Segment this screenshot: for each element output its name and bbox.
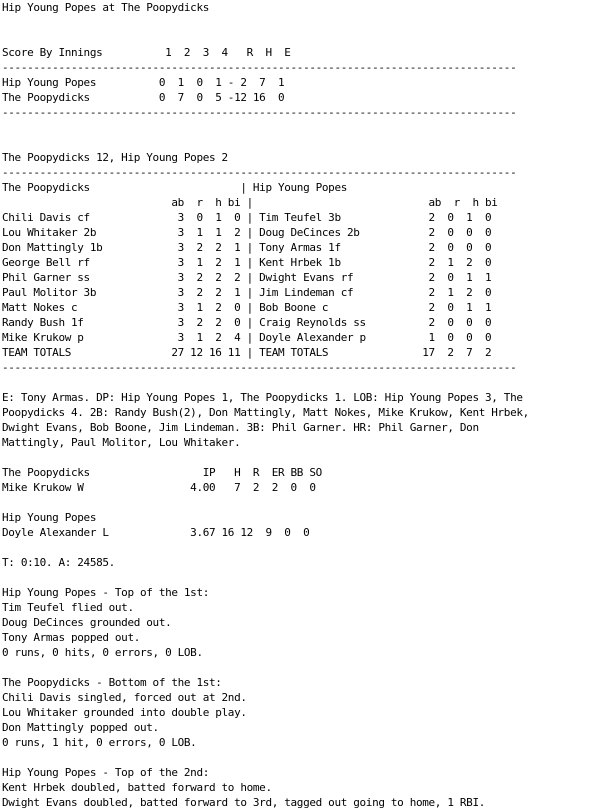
- inning-summary: 0 runs, 0 hits, 0 errors, 0 LOB.: [2, 646, 203, 659]
- play-line: Tim Teufel flied out.: [2, 601, 134, 614]
- batting-row: Chili Davis cf 3 0 1 0 | Tim Teufel 3b 2 0 1 0: [2, 211, 492, 224]
- batting-team-headers: The Poopydicks | Hip Young Popes: [2, 181, 347, 194]
- blank-line: [2, 30, 611, 45]
- game-notes: E: Tony Armas. DP: Hip Young Popes 1, The Poopydicks 1. LOB: Hip Young Popes 3, The: [2, 391, 523, 404]
- batting-row: Matt Nokes c 3 1 2 0 | Bob Boone c 2 0 1 1: [2, 301, 492, 314]
- game-notes: Poopydicks 4. 2B: Randy Bush(2), Don Mattingly, Matt Nokes, Mike Krukow, Kent Hrbek,: [2, 406, 529, 419]
- batting-row: Randy Bush 1f 3 2 2 0 | Craig Reynolds ss 2 0 0 0: [2, 316, 492, 329]
- game-notes: Mattingly, Paul Molitor, Lou Whitaker.: [2, 436, 241, 449]
- pitching-row: Mike Krukow W 4.00 7 2 2 0 0: [2, 481, 316, 494]
- blank-line: [2, 375, 611, 390]
- play-line: Tony Armas popped out.: [2, 631, 140, 644]
- divider: ----------------------------------------------------------------------------------: [2, 166, 517, 179]
- pitching-header-away: Hip Young Popes: [2, 511, 97, 524]
- batting-row: George Bell rf 3 1 2 1 | Kent Hrbek 1b 2 1 2 0: [2, 256, 492, 269]
- game-notes: Dwight Evans, Bob Boone, Jim Lindeman. 3B: Phil Garner. HR: Phil Garner, Don: [2, 421, 479, 434]
- batting-row: Don Mattingly 1b 3 2 2 1 | Tony Armas 1f 2 0 0 0: [2, 241, 492, 254]
- pitching-header-home: The Poopydicks IP H R ER BB SO: [2, 466, 322, 479]
- blank-line: [2, 120, 611, 135]
- play-line: Chili Davis singled, forced out at 2nd.: [2, 691, 247, 704]
- final-score: The Poopydicks 12, Hip Young Popes 2: [2, 151, 228, 164]
- batting-row: Lou Whitaker 2b 3 1 1 2 | Doug DeCinces 2b 2 0 0 0: [2, 226, 492, 239]
- play-line: Dwight Evans doubled, batted forward to 3rd, tagged out going to home, 1 RBI.: [2, 796, 485, 809]
- batting-team-totals: TEAM TOTALS 27 12 16 11 | TEAM TOTALS 17 2 7 2: [2, 346, 492, 359]
- play-line: Lou Whitaker grounded into double play.: [2, 706, 247, 719]
- game-title: Hip Young Popes at The Poopydicks: [2, 1, 209, 14]
- batting-row: Mike Krukow p 3 1 2 4 | Doyle Alexander p 1 0 0 0: [2, 331, 492, 344]
- blank-line: [2, 450, 611, 465]
- play-line: Doug DeCinces grounded out.: [2, 616, 172, 629]
- divider: ----------------------------------------------------------------------------------: [2, 61, 517, 74]
- batting-column-headers: ab r h bi | ab r h bi: [2, 196, 498, 209]
- play-line: Don Mattingly popped out.: [2, 721, 159, 734]
- divider: ----------------------------------------------------------------------------------: [2, 361, 517, 374]
- innings-header: Score By Innings 1 2 3 4 R H E: [2, 46, 291, 59]
- blank-line: [2, 135, 611, 150]
- pitching-row: Doyle Alexander L 3.67 16 12 9 0 0: [2, 526, 310, 539]
- innings-row-away: Hip Young Popes 0 1 0 1 - 2 7 1: [2, 76, 285, 89]
- inning-header: The Poopydicks - Bottom of the 1st:: [2, 676, 222, 689]
- inning-header: Hip Young Popes - Top of the 2nd:: [2, 766, 209, 779]
- innings-row-home: The Poopydicks 0 7 0 5 -12 16 0: [2, 91, 285, 104]
- time-attendance: T: 0:10. A: 24585.: [2, 556, 115, 569]
- play-line: Kent Hrbek doubled, batted forward to home.: [2, 781, 272, 794]
- blank-line: [2, 495, 611, 510]
- blank-line: [2, 570, 611, 585]
- inning-summary: 0 runs, 1 hit, 0 errors, 0 LOB.: [2, 736, 197, 749]
- divider: ----------------------------------------------------------------------------------: [2, 106, 517, 119]
- batting-row: Paul Molitor 3b 3 2 2 1 | Jim Lindeman cf 2 1 2 0: [2, 286, 492, 299]
- inning-header: Hip Young Popes - Top of the 1st:: [2, 586, 209, 599]
- blank-line: [2, 750, 611, 765]
- blank-line: [2, 15, 611, 30]
- blank-line: [2, 540, 611, 555]
- batting-row: Phil Garner ss 3 2 2 2 | Dwight Evans rf 2 0 1 1: [2, 271, 492, 284]
- blank-line: [2, 660, 611, 675]
